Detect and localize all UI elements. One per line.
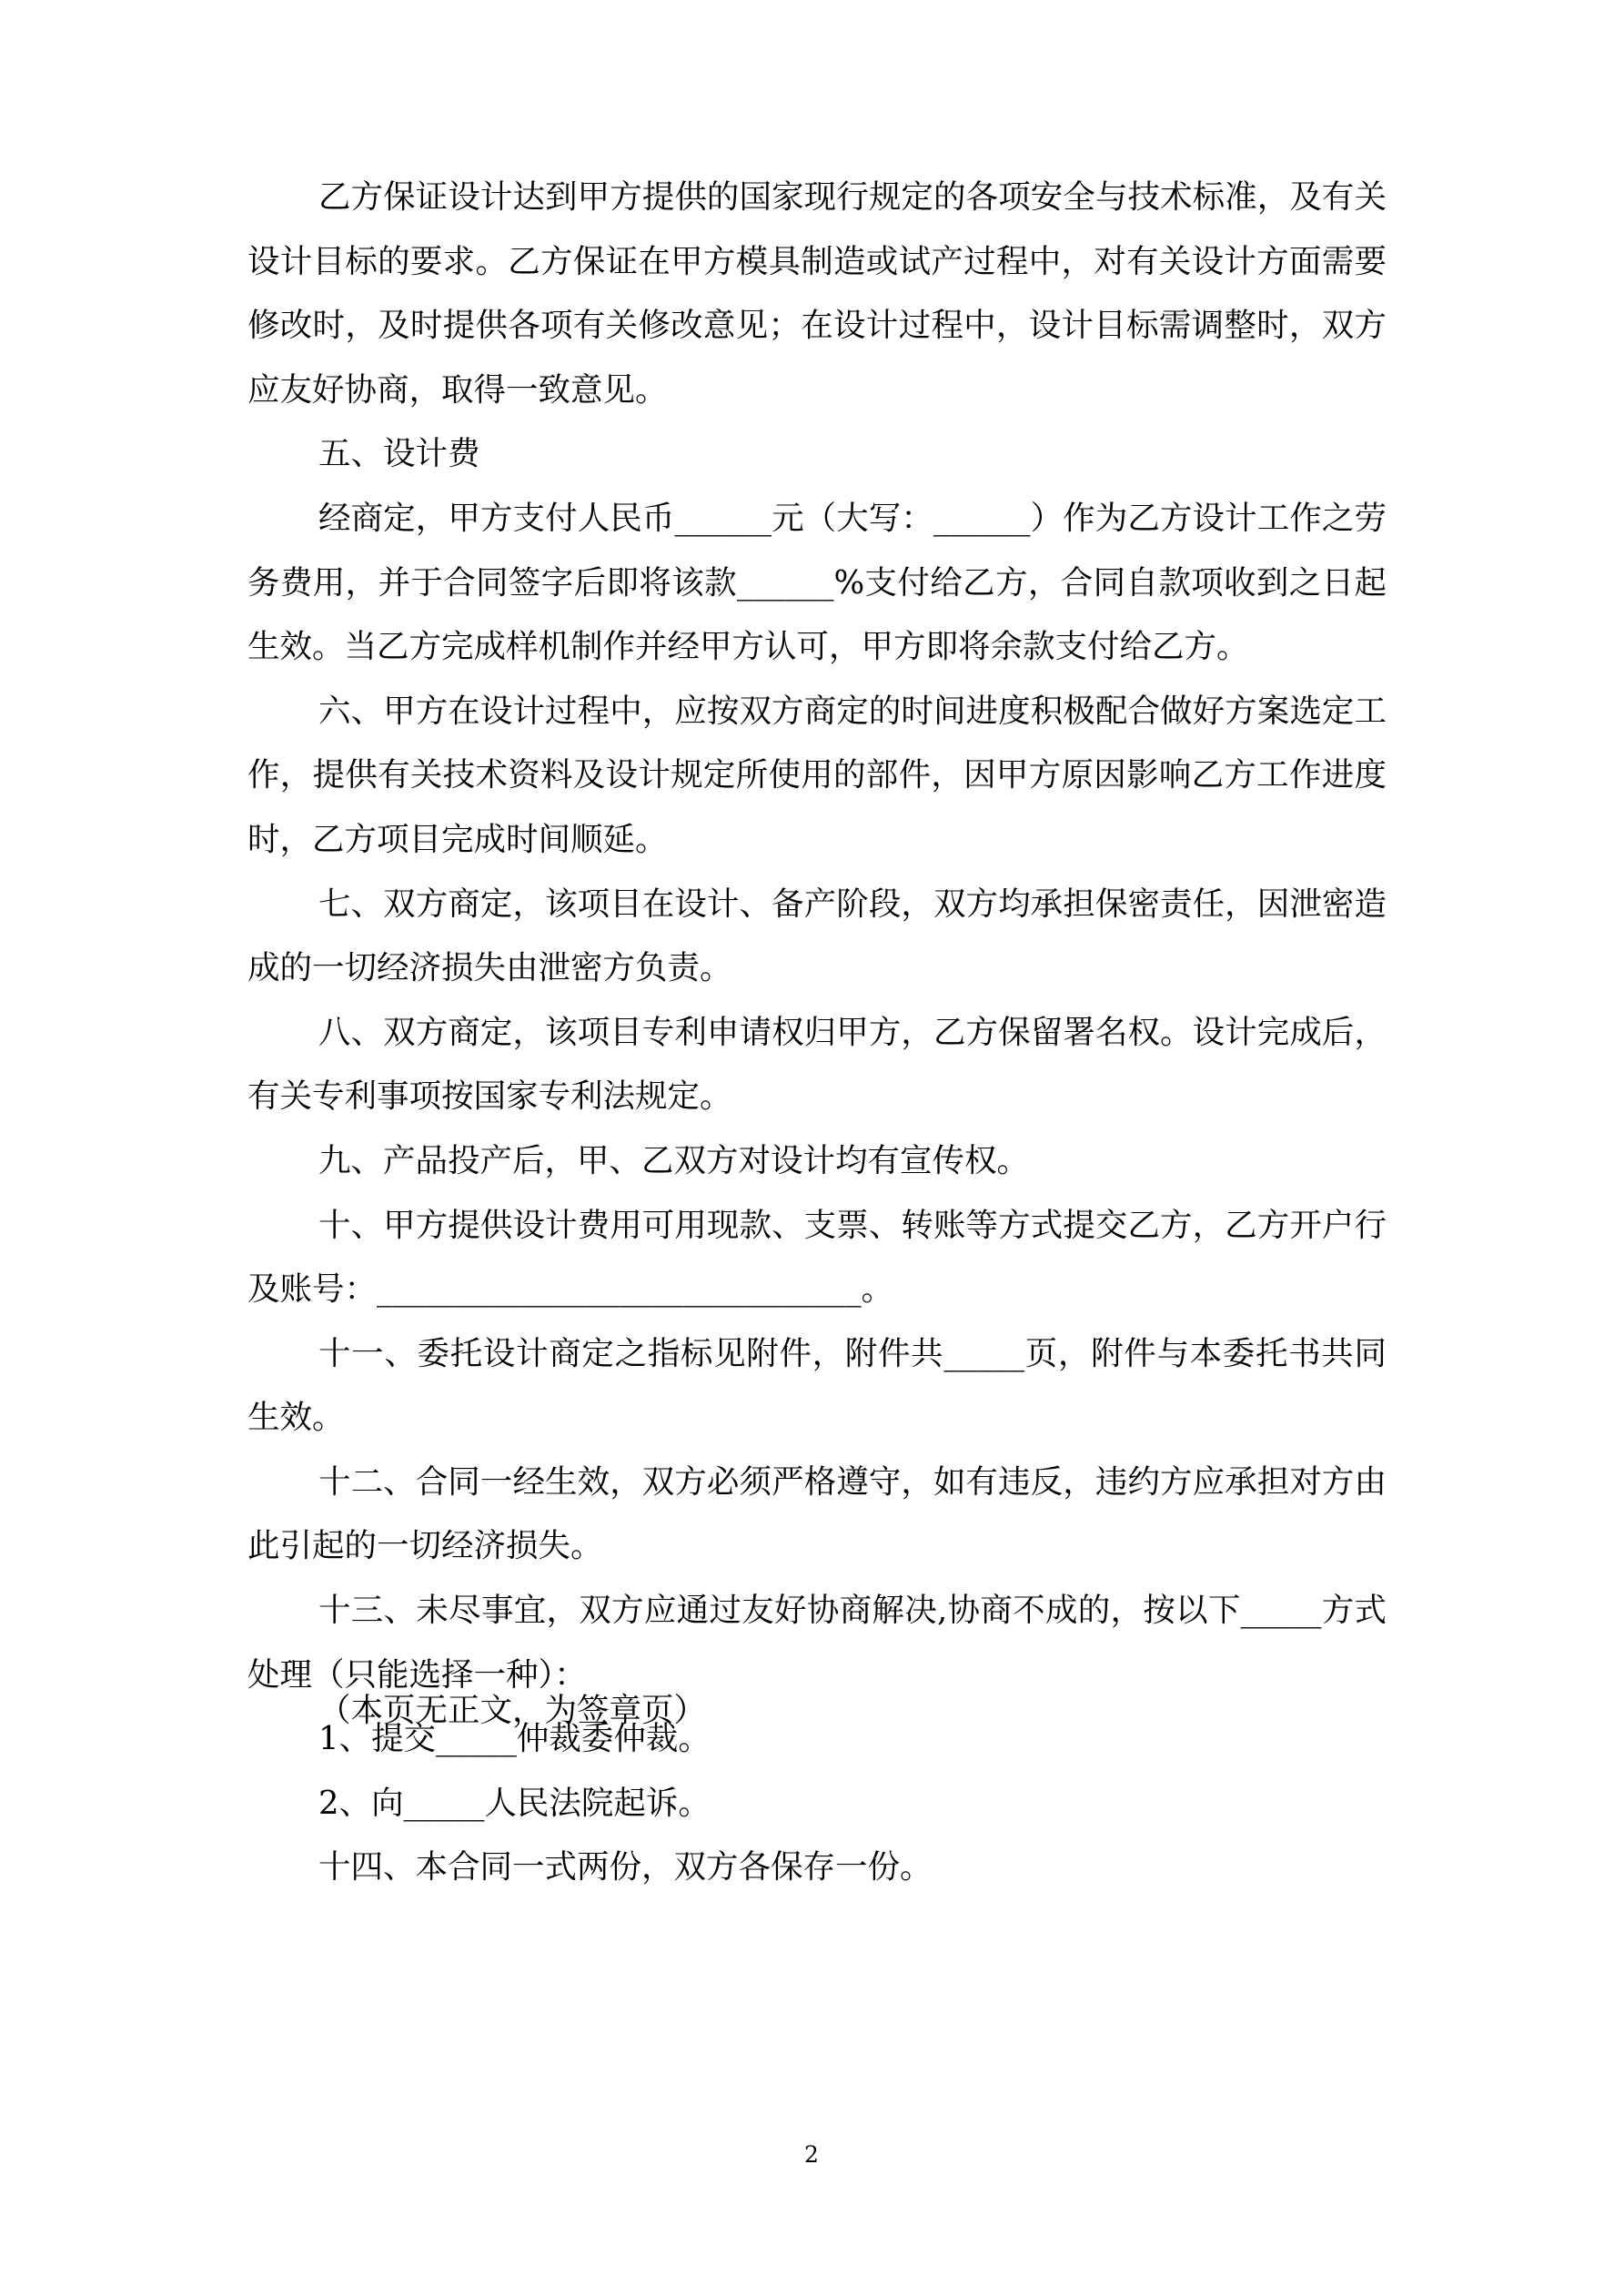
text-line: 应友好协商，取得一致意见。 (247, 370, 668, 409)
text-line: 此引起的一切经济损失。 (247, 1527, 603, 1565)
page-number: 2 (804, 2141, 819, 2168)
text-line: 十一、委托设计商定之指标见附件，附件共_____页，附件与本委托书共同 (318, 1334, 1387, 1372)
text-line: 处理（只能选择一种）： (247, 1655, 587, 1694)
text-line: 作，提供有关技术资料及设计规定所使用的部件，因甲方原因影响乙方工作进度 (247, 756, 1387, 794)
text-line: 2、向_____人民法院起诉。 (318, 1784, 711, 1822)
text-line: 设计目标的要求。乙方保证在甲方模具制造或试产过程中，对有关设计方面需要 (247, 242, 1387, 280)
contract-body-text (247, 166, 1387, 1900)
text-line: 修改时，及时提供各项有关修改意见；在设计过程中，设计目标需调整时，双方 (247, 307, 1387, 345)
text-line: 十四、本合同一式两份，双方各保存一份。 (318, 1848, 933, 1886)
text-line: 乙方保证设计达到甲方提供的国家现行规定的各项安全与技术标准，及有关 (318, 178, 1387, 216)
text-line: 五、设计费 (318, 435, 480, 473)
text-line: 务费用，并于合同签字后即将该款______%支付给乙方，合同自款项收到之日起 (247, 563, 1387, 602)
text-line: 六、甲方在设计过程中，应按双方商定的时间进度积极配合做好方案选定工 (318, 692, 1387, 730)
text-line: 时，乙方项目完成时间顺延。 (247, 820, 668, 858)
text-line: 成的一切经济损失由泄密方负责。 (247, 949, 732, 987)
text-line: 经商定，甲方支付人民币______元（大写：______）作为乙方设计工作之劳 (318, 499, 1387, 537)
text-line: 1、提交_____仲裁委仲裁。 (318, 1720, 711, 1758)
text-line: 十二、合同一经生效，双方必须严格遵守，如有违反，违约方应承担对方由 (318, 1462, 1387, 1501)
text-line: 生效。当乙方完成样机制作并经甲方认可，甲方即将余款支付给乙方。 (247, 628, 1249, 666)
signature-page-note: （本页无正文，为签章页） (318, 1692, 707, 1729)
text-line: 八、双方商定，该项目专利申请权归甲方，乙方保留署名权。设计完成后， (318, 1013, 1387, 1051)
text-line: 及账号：______________________________。 (247, 1270, 894, 1309)
text-line: 有关专利事项按国家专利法规定。 (247, 1077, 732, 1116)
text-line: 十三、未尽事宜，双方应通过友好协商解决,协商不成的，按以下_____方式 (318, 1592, 1387, 1630)
text-line: 七、双方商定，该项目在设计、备产阶段，双方均承担保密责任，因泄密造 (318, 885, 1387, 923)
text-line: 九、产品投产后，甲、乙双方对设计均有宣传权。 (318, 1141, 1030, 1179)
text-line: 十、甲方提供设计费用可用现款、支票、转账等方式提交乙方，乙方开户行 (318, 1206, 1387, 1244)
text-line: 生效。 (247, 1399, 345, 1437)
